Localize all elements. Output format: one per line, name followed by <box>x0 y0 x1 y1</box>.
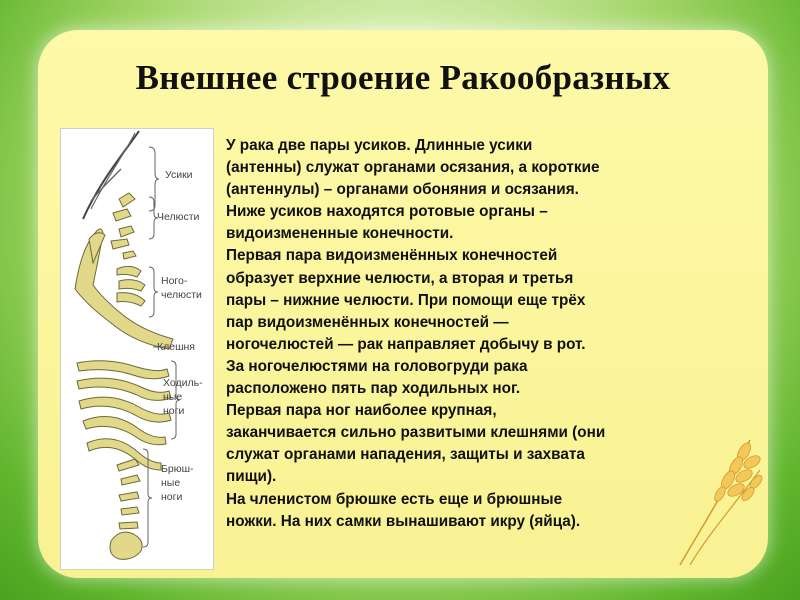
label-maxillipeds-line2: челюсти <box>161 289 202 301</box>
body-line: видоизмененные конечности. <box>226 225 454 243</box>
body-line: служат органами нападения, защиты и захвата <box>226 446 585 464</box>
label-jaws: Челюсти <box>157 211 200 223</box>
wheat-ear-icon <box>660 430 770 575</box>
label-abdominal-legs-line3: ноги <box>161 491 183 503</box>
label-claw: Клешня <box>157 341 195 353</box>
slide-title: Внешнее строение Ракообразных <box>135 58 671 97</box>
label-antennae: Усики <box>165 169 193 181</box>
body-line: заканчивается сильно развитыми клешнями (они <box>226 424 606 442</box>
body-line: пары – нижние челюсти. При помощи еще трёх <box>226 291 586 309</box>
body-line: За ногочелюстями на головогруди рака <box>226 357 528 375</box>
body-line: (антеннулы) – органами обоняния и осязания. <box>226 181 579 199</box>
body-line: ногочелюстей — рак направляет добычу в рот. <box>226 335 586 353</box>
crayfish-limbs-figure <box>60 128 214 570</box>
slide-body-text <box>226 135 726 533</box>
body-line: ножки. На них самки вынашивают икру (яйца). <box>226 512 581 530</box>
label-maxillipeds-line1: Ного- <box>161 275 188 287</box>
body-line: У рака две пары усиков. Длинные усики <box>226 137 533 154</box>
body-line: Ниже усиков находятся ротовые органы – <box>226 203 548 221</box>
body-line: Первая пара видоизменённых конечностей <box>226 247 558 265</box>
body-line: расположено пять пар ходильных ног. <box>226 380 521 398</box>
body-line: На членистом брюшке есть еще и брюшные <box>226 490 563 508</box>
body-line: Первая пара ног наиболее крупная, <box>226 402 497 420</box>
label-walking-legs-line3: ноги <box>163 405 185 417</box>
label-abdominal-legs-line2: ные <box>161 477 181 489</box>
label-abdominal-legs-line1: Брюш- <box>161 463 194 475</box>
body-line: пар видоизменённых конечностей — <box>226 313 509 331</box>
body-line: пищи). <box>226 468 277 486</box>
body-line: образует верхние челюсти, а вторая и третья <box>226 269 574 287</box>
body-line: (антенны) служат органами осязания, а короткие <box>226 159 600 177</box>
label-walking-legs-line2: ные <box>163 391 183 403</box>
label-walking-legs-line1: Ходиль- <box>163 377 203 389</box>
